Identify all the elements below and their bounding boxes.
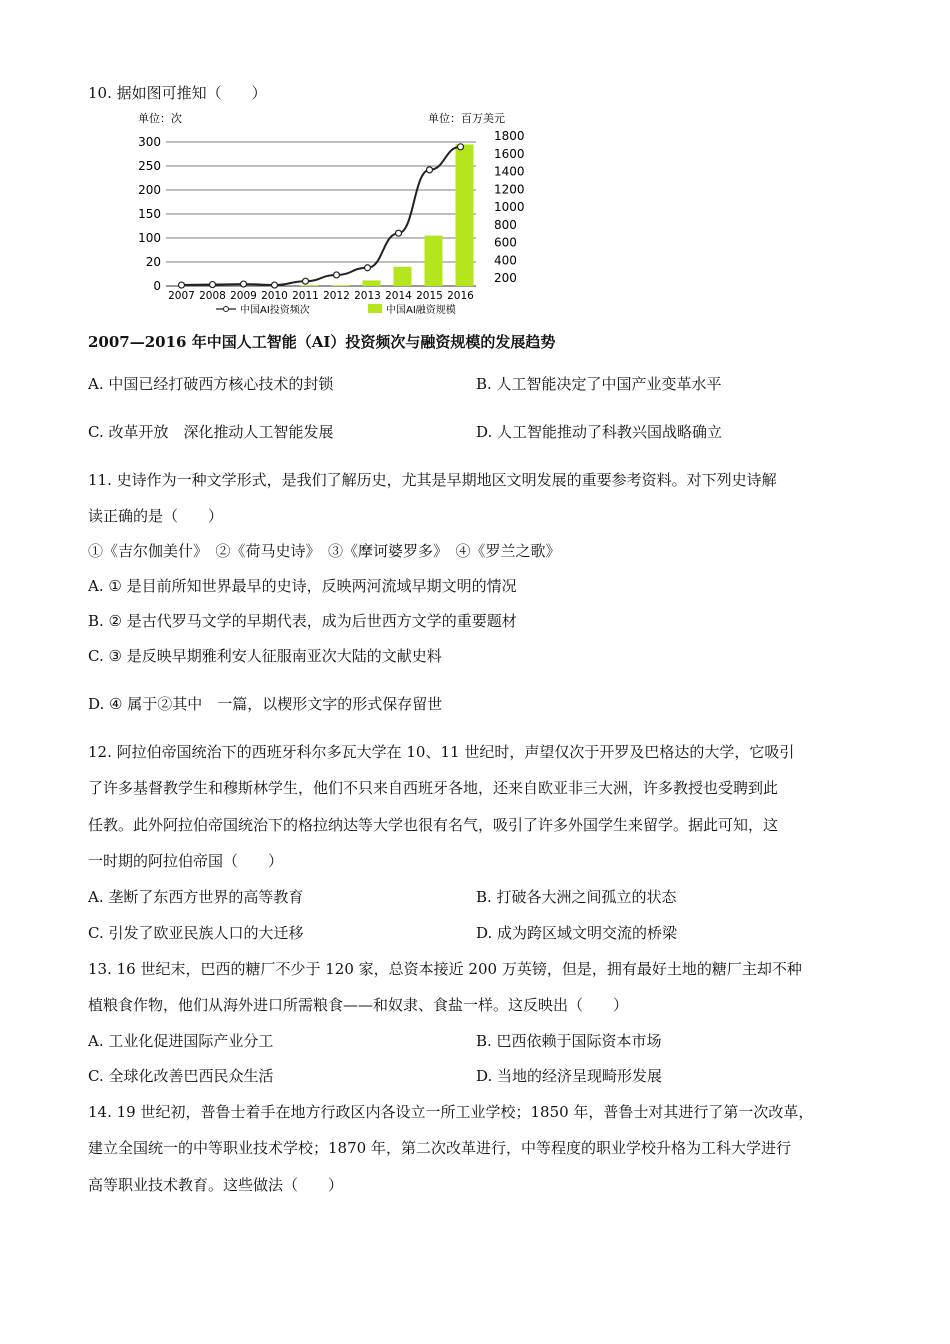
q11-option-a[interactable]: A. ① 是目前所知世界最早的史诗，反映两河流域早期文明的情况 bbox=[88, 577, 517, 595]
q11-option-b[interactable]: B. ② 是古代罗马文学的早期代表，成为后世西方文学的重要题材 bbox=[88, 612, 517, 630]
q10-option-b[interactable]: B. 人工智能决定了中国产业变革水平 bbox=[476, 375, 722, 393]
right-tick-label: 1800 bbox=[494, 129, 525, 143]
left-tick-label: 100 bbox=[138, 231, 161, 245]
right-tick-label: 200 bbox=[494, 271, 517, 285]
bar-2012 bbox=[332, 285, 350, 286]
point-2007 bbox=[179, 282, 185, 288]
legend-line-label: 中国AI投资频次 bbox=[240, 305, 310, 316]
right-tick-label: 800 bbox=[494, 217, 517, 232]
x-tick-label: 2016 bbox=[447, 290, 474, 302]
x-tick-label: 2008 bbox=[199, 290, 226, 302]
investment-frequency-line bbox=[182, 147, 461, 285]
q12-option-a[interactable]: A. 垄断了东西方世界的高等教育 bbox=[88, 888, 304, 906]
right-tick-label: 1000 bbox=[494, 200, 525, 214]
q11-stem-line1: 11. 史诗作为一种文学形式，是我们了解历史，尤其是早期地区文明发展的重要参考资料。对下列史诗解 bbox=[88, 471, 777, 489]
chart-left-unit: 单位：次 bbox=[138, 112, 182, 125]
q13-option-a[interactable]: A. 工业化促进国际产业分工 bbox=[88, 1032, 274, 1050]
q14-stem-line2: 建立全国统一的中等职业技术学校；1870 年，第二次改革进行，中等程度的职业学校升格为工科大学进行 bbox=[88, 1139, 791, 1157]
x-tick-label: 2007 bbox=[168, 290, 195, 302]
q12-stem-line1: 12. 阿拉伯帝国统治下的西班牙科尔多瓦大学在 10、11 世纪时，声望仅次于开罗及巴格达的大学，它吸引 bbox=[88, 743, 795, 761]
x-tick-label: 2013 bbox=[354, 290, 381, 302]
ai-investment-chart bbox=[130, 108, 530, 320]
point-2013 bbox=[365, 265, 371, 271]
point-2009 bbox=[241, 281, 247, 287]
right-tick-label: 400 bbox=[494, 253, 517, 268]
x-tick-label: 2014 bbox=[385, 290, 412, 302]
bar-2014 bbox=[394, 267, 412, 286]
point-2016 bbox=[458, 144, 464, 150]
q11-items: ①《吉尔伽美什》 ②《荷马史诗》 ③《摩诃婆罗多》 ④《罗兰之歌》 bbox=[88, 542, 561, 560]
chart-line-series bbox=[179, 144, 464, 288]
point-2014 bbox=[396, 230, 402, 236]
q14-stem-line3: 高等职业技术教育。这些做法（ ） bbox=[88, 1176, 344, 1194]
x-tick-label: 2010 bbox=[261, 290, 288, 302]
chart-left-ticks bbox=[138, 135, 161, 293]
q10-option-c[interactable]: C. 改革开放 深化推动人工智能发展 bbox=[88, 423, 334, 441]
q11-option-d[interactable]: D. ④ 属于②其中 一篇，以楔形文字的形式保存留世 bbox=[88, 695, 443, 713]
chart-x-ticks bbox=[168, 290, 474, 302]
legend-bar-label: 中国AI融资规模 bbox=[386, 305, 456, 316]
chart-right-unit: 单位：百万美元 bbox=[428, 112, 505, 125]
q11-stem-line2: 读正确的是（ ） bbox=[88, 507, 224, 525]
q12-stem-line2: 了许多基督教学生和穆斯林学生，他们不只来自西班牙各地，还来自欧亚非三大洲，许多教授也受聘到此 bbox=[88, 779, 779, 797]
q12-stem-line3: 任教。此外阿拉伯帝国统治下的格拉纳达等大学也很有名气，吸引了许多外国学生来留学。据此可知，这 bbox=[88, 816, 779, 834]
q12-stem-line4: 一时期的阿拉伯帝国（ ） bbox=[88, 852, 284, 870]
q14-stem-line1: 14. 19 世纪初，普鲁士着手在地方行政区内各设立一所工业学校；1850 年，普鲁士对其进行了第一次改革， bbox=[88, 1103, 814, 1121]
x-tick-label: 2015 bbox=[416, 290, 443, 302]
point-2015 bbox=[427, 167, 433, 173]
left-tick-label: 300 bbox=[138, 135, 161, 149]
left-tick-label: 200 bbox=[138, 183, 161, 197]
x-tick-label: 2012 bbox=[323, 290, 350, 302]
left-tick-label: 250 bbox=[138, 159, 161, 173]
q10-chart-caption: 2007—2016 年中国人工智能（AI）投资频次与融资规模的发展趋势 bbox=[88, 333, 556, 351]
x-tick-label: 2011 bbox=[292, 290, 319, 302]
chart-legend bbox=[216, 303, 456, 316]
point-2008 bbox=[210, 282, 216, 288]
left-tick-label: 20 bbox=[145, 255, 161, 269]
q10-stem: 10. 据如图可推知（ ） bbox=[88, 84, 267, 102]
left-tick-label: 150 bbox=[138, 207, 161, 221]
right-tick-label: 1600 bbox=[494, 146, 525, 161]
q13-option-c[interactable]: C. 全球化改善巴西民众生活 bbox=[88, 1067, 274, 1085]
bar-2011 bbox=[301, 285, 319, 286]
chart-right-ticks bbox=[494, 129, 525, 285]
bar-2015 bbox=[425, 236, 443, 286]
bar-2013 bbox=[363, 280, 381, 286]
q11-option-c[interactable]: C. ③ 是反映早期雅利安人征服南亚次大陆的文献史料 bbox=[88, 647, 442, 665]
q13-stem-line1: 13. 16 世纪末，巴西的糖厂不少于 120 家，总资本接近 200 万英镑，但是，拥有最好土地的糖厂主却不种 bbox=[88, 960, 802, 978]
right-tick-label: 1200 bbox=[494, 182, 525, 197]
left-tick-label: 0 bbox=[153, 279, 161, 293]
q12-option-b[interactable]: B. 打破各大洲之间孤立的状态 bbox=[476, 888, 677, 906]
x-tick-label: 2009 bbox=[230, 290, 257, 302]
q13-stem-line2: 植粮食作物，他们从海外进口所需粮食——和奴隶、食盐一样。这反映出（ ） bbox=[88, 996, 629, 1014]
bar-2016 bbox=[456, 144, 474, 286]
q13-option-b[interactable]: B. 巴西依赖于国际资本市场 bbox=[476, 1032, 662, 1050]
q12-option-c[interactable]: C. 引发了欧亚民族人口的大迁移 bbox=[88, 924, 304, 942]
right-tick-label: 600 bbox=[494, 235, 517, 250]
right-tick-label: 1400 bbox=[494, 164, 525, 179]
q10-option-d[interactable]: D. 人工智能推动了科教兴国战略确立 bbox=[476, 423, 723, 441]
q13-option-d[interactable]: D. 当地的经济呈现畸形发展 bbox=[476, 1067, 663, 1085]
point-2011 bbox=[303, 278, 309, 284]
q10-option-a[interactable]: A. 中国已经打破西方核心技术的封锁 bbox=[88, 375, 334, 393]
point-2010 bbox=[272, 282, 278, 288]
q12-option-d[interactable]: D. 成为跨区域文明交流的桥梁 bbox=[476, 924, 678, 942]
point-2012 bbox=[334, 272, 340, 278]
